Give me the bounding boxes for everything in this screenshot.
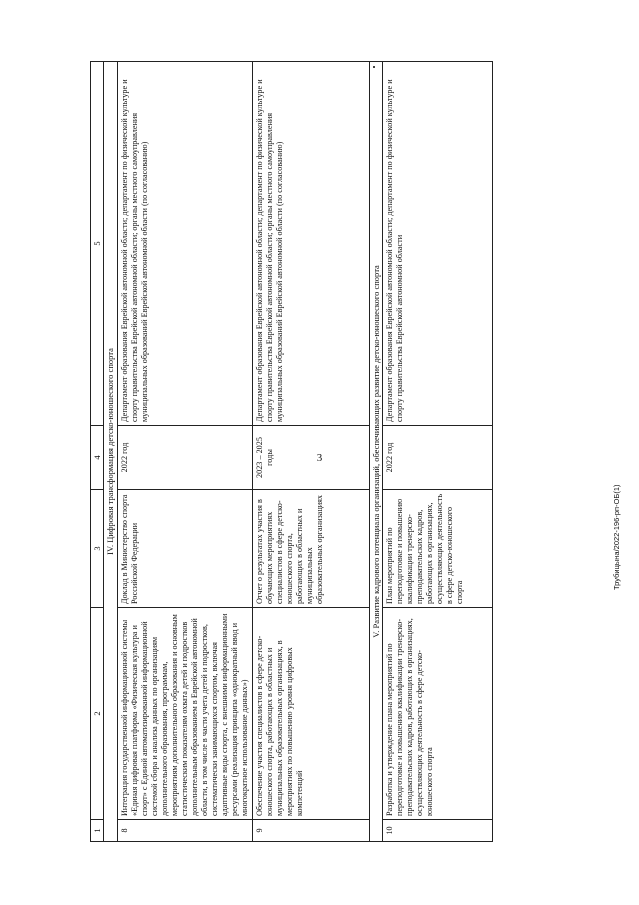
header-col-5: 5 [91,62,104,426]
action-plan-table [90,61,493,842]
term-cell: 2022 год [383,426,493,490]
header-col-2: 2 [91,608,104,820]
table-row [117,62,252,842]
document-footer-code: Трубицына/2022-196-рп-ОБ(1) [612,484,621,590]
row-number: 8 [117,820,252,842]
table-row [383,62,493,842]
result-cell: Доклад в Министерство спорта Российской Федерации [117,490,252,608]
section-title-row [104,62,117,842]
executors-cell: Департамент образования Еврейской автономной области; департамент по физической культуре и спорту правительства Еврейской автономной области [383,62,493,426]
rotated-page-content [90,62,490,842]
term-cell: 2023 – 2025 годы [252,426,369,490]
result-cell: Отчет о результатах участия в обучающих мероприятиях специалистов в сфере детско-юношеского спорта, работающих в областных и муниципальных образовательных организациях [252,490,369,608]
row-number: 10 [383,820,493,842]
section-title-row [369,62,382,842]
section-title-digital: IV. Цифровая трансформация детско-юношеского спорта [104,62,117,842]
table-header-row [91,62,104,842]
header-col-1: 1 [91,820,104,842]
row-number: 9 [252,820,369,842]
term-cell: 2022 год [117,426,252,490]
page-number: 3 [316,452,323,464]
measure-cell: Интеграция государственной информационной системы «Единая цифровая платформа «Физическая культура и спорт» с Единой автоматизированной информационной системой сбора и анализа данных по организациям дополнительного образования, программам, мероприятиям дополнительного образования и основным статистическим показателям охвата детей и подростков дополнительным образованием в Еврейской автономной области, в том числе в части учета детей и подростков, систематически занимающихся спортом, включая адаптивные виды спорта, с внешними информационными ресурсами (реализация принципа «однократный ввод и многократное использование данных») [117,608,252,820]
result-cell: План мероприятий по переподготовке и повышению квалификации тренерско-преподавательских кадров, работающих в организациях, осуществляющих деятельность в сфере детско-юношеского спорта [383,490,493,608]
measure-cell: Разработка и утверждение плана мероприятий по переподготовке и повышению квалификации тренерско-преподавательских кадров, работающих в организациях, осуществляющих деятельность в сфере детско-юношеского спорта [383,608,493,820]
executors-cell: Департамент образования Еврейской автономной области; департамент по физической культуре и спорту правительства Еврейской автономной области; органы местного самоуправления муниципальных образований Еврейской автономной области (по согласованию) [117,62,252,426]
section-title-staff: V. Развитие кадрового потенциала организаций, обеспечивающих развитие детско-юношеского спорта [369,62,382,842]
measure-cell: Обеспечение участия специалистов в сфере детско-юношеского спорта, работающих в областных и муниципальных образовательных организациях, в мероприятиях по повышению уровня цифровых компетенций [252,608,369,820]
header-col-3: 3 [91,490,104,608]
table-row [252,62,369,842]
executors-cell: Департамент образования Еврейской автономной области; департамент по физической культуре и спорту правительства Еврейской автономной области; органы местного самоуправления муниципальных образований Еврейской автономной области (по согласованию) [252,62,369,426]
header-col-4: 4 [91,426,104,490]
